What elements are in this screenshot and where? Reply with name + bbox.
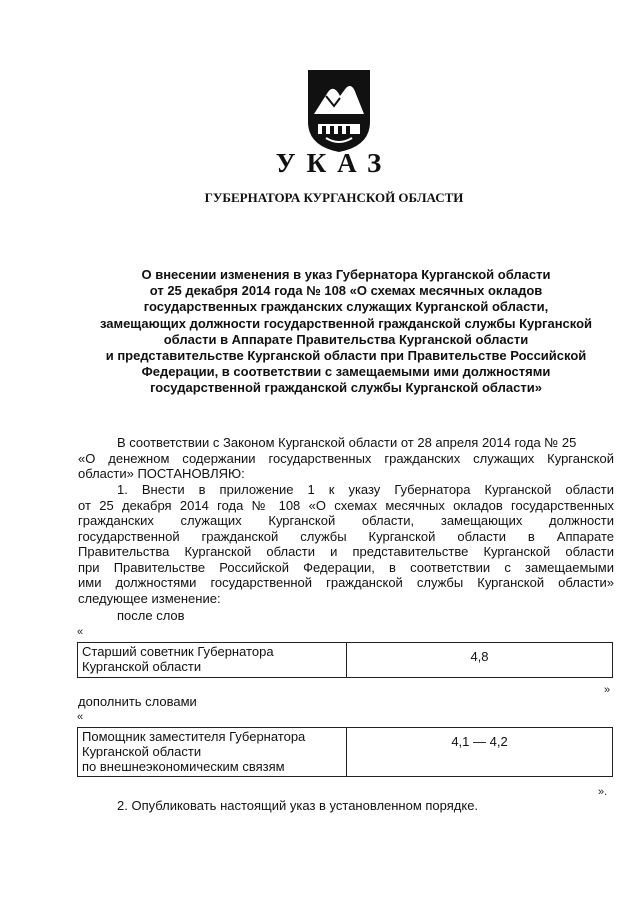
heading-line: области в Аппарате Правительства Курганской области (163, 331, 529, 347)
preamble-line: области» ПОСТАНОВЛЯЮ: (78, 466, 245, 481)
position-table-2 (77, 727, 613, 777)
heading-line: от 25 декабря 2014 года № 108 «О схемах месячных окладов (149, 283, 543, 299)
preamble-line: В соответствии с Законом Курганской области от 28 апреля 2014 года № 25 (117, 435, 577, 450)
preamble-paragraph (78, 435, 614, 482)
supplement-label: дополнить словами (78, 694, 197, 709)
kurgan-coat-of-arms-icon (304, 66, 374, 154)
point1-line: при Правительстве Российской Федерации, в соответствии с замещаемыми (78, 559, 614, 575)
point1-line: от 25 декабря 2014 года № 108 «О схемах месячных окладов государственных (78, 497, 614, 513)
heading-line: и представительстве Курганской области при Правительстве Российской (105, 348, 587, 364)
position-line: Старший советник Губернатора (82, 644, 274, 659)
heading-line: О внесении изменения в указ Губернатора Курганской области (141, 267, 551, 282)
document-subtitle: ГУБЕРНАТОРА КУРГАНСКОЙ ОБЛАСТИ (204, 190, 464, 205)
open-quote-2: « (77, 711, 84, 723)
close-quote-2: ». (598, 786, 608, 798)
position-line: Помощник заместителя Губернатора (82, 729, 306, 744)
point2-paragraph: 2. Опубликовать настоящий указ в установленном порядке. (117, 798, 479, 813)
point1-line: ими должностями государственной гражданской службы Курганской области» (78, 575, 614, 590)
position-line: по внешнеэкономическим связям (82, 759, 285, 774)
point1-line: 1. Внести в приложение 1 к указу Губернатора Курганской области (117, 482, 614, 497)
heading-line: Федерации, в соответствии с замещаемыми ими должностями (141, 364, 551, 380)
point1-line: Правительства Курганской области и представительстве Курганской области (78, 544, 614, 559)
coefficient-cell: 4,1 — 4,2 (451, 734, 508, 749)
close-quote-1: » (604, 684, 611, 696)
point1-line: государственной гражданской службы Курганской области в Аппарате (78, 528, 614, 544)
point1-line: следующее изменение: (78, 590, 221, 606)
heading-line: государственных гражданских служащих Курганской области, (143, 299, 549, 315)
document-title: УКАЗ (275, 148, 393, 178)
position-cell (78, 728, 347, 776)
point1-paragraph (78, 482, 614, 606)
decree-heading (70, 267, 622, 397)
heading-line: замещающих должности государственной гражданской службы Курганской (99, 315, 593, 331)
position-table-1 (77, 642, 613, 678)
position-line: Курганской области (82, 659, 202, 674)
heading-line: государственной гражданской службы Курганской области» (150, 380, 542, 396)
open-quote-1: « (77, 626, 84, 638)
position-cell (78, 643, 347, 677)
after-words-label: после слов (117, 608, 185, 623)
point1-line: гражданских служащих Курганской области, замещающих должности (78, 513, 614, 528)
preamble-line: «О денежном содержании государственных гражданских служащих Курганской (78, 450, 614, 466)
position-line: Курганской области (82, 744, 202, 759)
coefficient-cell: 4,8 (470, 649, 489, 664)
